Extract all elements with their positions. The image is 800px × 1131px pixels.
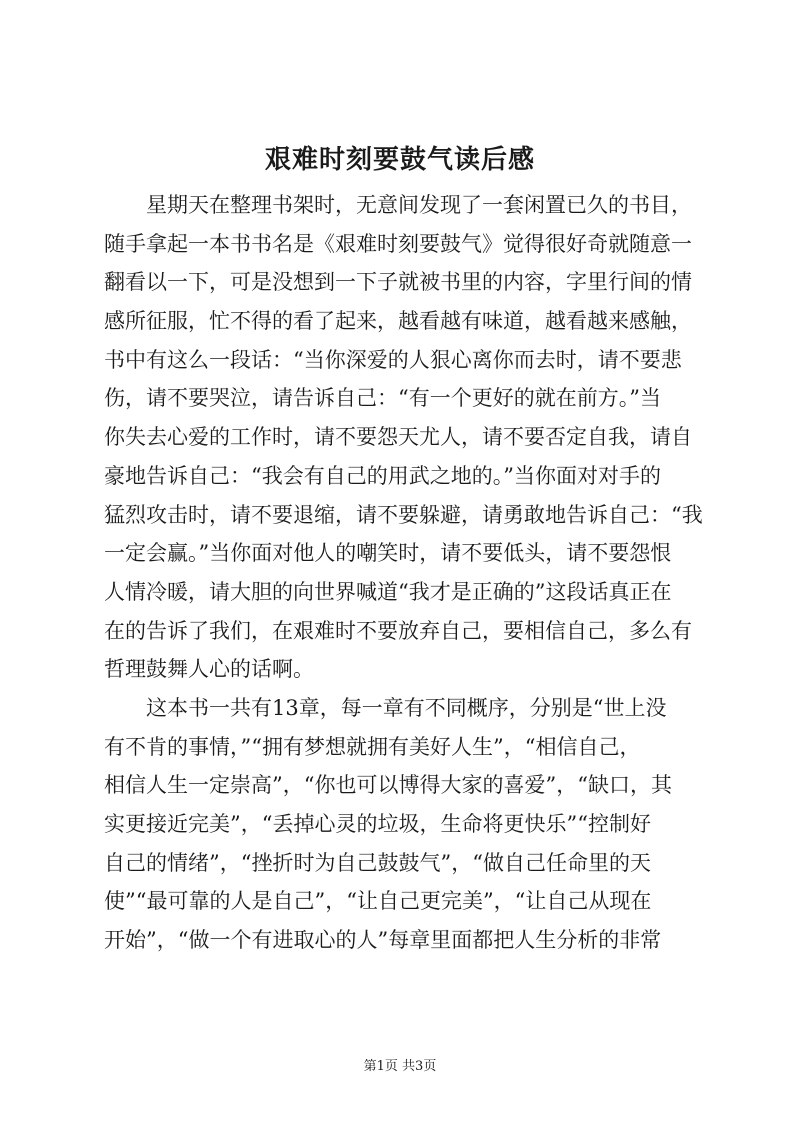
paragraph-line: 感所征服，忙不得的看了起来，越看越有味道，越看越来感触，: [104, 309, 692, 334]
paragraph-line: 一定会赢。”当你面对他人的嘲笑时，请不要低头，请不要怨恨: [104, 541, 672, 566]
paragraph-line: 豪地告诉自己：“我会有自己的用武之地的。”当你面对对手的: [104, 463, 661, 488]
paragraph-line: 星期天在整理书架时，无意间发现了一套闲置已久的书目，: [146, 193, 692, 217]
paragraph-line: 在的告诉了我们，在艰难时不要放弃自己，要相信自己，多么有: [104, 618, 692, 643]
document-body: [104, 186, 704, 960]
paragraph-line: 翻看以一下，可是没想到一下子就被书里的内容，字里行间的情: [104, 270, 692, 295]
paragraph-line: 哲理鼓舞人心的话啊。: [104, 657, 314, 682]
paragraph-line: 这本书一共有13章，每一章有不同概序，分别是“世上没: [146, 695, 667, 720]
paragraph-line: 相信人生一定崇高”，“你也可以博得大家的喜爱”，“缺口，其: [104, 773, 672, 798]
page-number-footer: 第1页 共3页: [363, 1059, 437, 1074]
paragraph-line: 实更接近完美”，“丢掉心灵的垃圾，生命将更快乐”“控制好: [104, 812, 651, 836]
paragraph-line: 开始”，“做一个有进取心的人”每章里面都把人生分析的非常: [104, 928, 662, 953]
paragraph-line: 有不肯的事情，”“拥有梦想就拥有美好人生”，“相信自己，: [104, 734, 641, 759]
paragraph-line: 你失去心爱的工作时，请不要怨天尤人，请不要否定自我，请自: [104, 425, 692, 450]
paragraph-line: 自己的情绪”，“挫折时为自己鼓鼓气”，“做自己任命里的天: [104, 850, 651, 875]
document-title: 艰难时刻要鼓气读后感: [264, 145, 535, 175]
paragraph-line: 猛烈攻击时，请不要退缩，请不要躲避，请勇敢地告诉自己：“我: [104, 502, 703, 527]
paragraph-line: 使”“最可靠的人是自己”，“让自己更完美”，“让自己从现在: [104, 889, 652, 914]
paragraph-line: 伤，请不要哭泣，请告诉自己：“有一个更好的就在前方。”当: [104, 386, 661, 411]
paragraph-line: 随手拿起一本书书名是《艰难时刻要鼓气》觉得很好奇就随意一: [104, 231, 692, 256]
paragraph-line: 人情冷暖，请大胆的向世界喊道“我才是正确的”这段话真正在: [104, 579, 672, 604]
paragraph-line: 书中有这么一段话：“当你深爱的人狠心离你而去时，请不要悲: [104, 347, 682, 372]
